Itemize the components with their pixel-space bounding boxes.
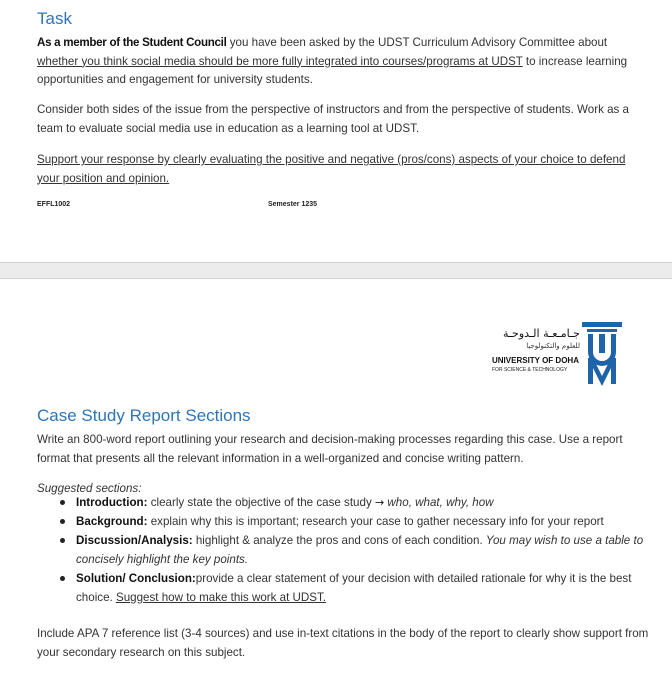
section-underlined: Suggest how to make this work at UDST. [115, 591, 327, 604]
course-code: EFFL1002 [37, 201, 71, 208]
logo-english-subtitle: FOR SCIENCE & TECHNOLOGY [492, 367, 568, 373]
task-question-text: whether you think social media should be more fully integrated into courses/programs at UDST [37, 54, 523, 68]
section-term: Solution/ Conclusion: [76, 572, 196, 585]
list-item [58, 512, 650, 531]
task-paragraph-1 [37, 34, 649, 90]
section-italic: who, what, why, how [384, 496, 494, 509]
logo-english-name: UNIVERSITY OF DOHA [492, 356, 579, 365]
task-heading: Task [37, 9, 72, 28]
section-text: provide a clear statement of your decision with detailed rationale for why it is the best choice. [76, 572, 632, 604]
closing-paragraph: Include APA 7 reference list (3-4 sources) and use in-text citations in the body of the report to clearly show support from your secondary research on this subject. [37, 627, 649, 659]
semester-label: Semester 1235 [268, 201, 318, 208]
section-text: explain why this is important; research your case to gather necessary info for your report [147, 515, 604, 528]
university-logo [492, 320, 632, 390]
sections-list [58, 493, 650, 607]
task-paragraph-2: Consider both sides of the issue from the perspective of instructors and from the perspective of students. Work as a team to evaluate social media use in education as a learning tool at UDST. [37, 103, 630, 135]
list-item [58, 569, 650, 607]
task-p1-text-b: to increase learning opportunities and engagement for university students. [37, 54, 628, 86]
section-italic: You may wish to use a table to concisely highlight the key points. [76, 534, 644, 566]
section-term: Introduction: [76, 496, 148, 509]
udst-emblem-icon [578, 320, 626, 386]
list-item [58, 493, 650, 512]
task-paragraph-3: Support your response by clearly evaluating the positive and negative (pros/cons) aspects of your choice to defend your position and opinion. [37, 153, 626, 185]
case-study-intro: Write an 800-word report outlining your research and decision-making processes regarding this case. Use a report format that presents all the relevant information in a well-organized and concise writing pattern. [37, 433, 623, 465]
list-item [58, 531, 650, 569]
logo-arabic-name: جـامـعـة الـدوحـة [502, 327, 580, 340]
task-p1-text-a: you have been asked by the UDST Curriculum Advisory Committee about [226, 36, 608, 49]
section-text: clearly state the objective of the case study [147, 496, 375, 509]
case-study-heading: Case Study Report Sections [37, 406, 251, 425]
document-page-1 [0, 0, 672, 263]
logo-arabic-subtitle: للعلوم والتكنولوجيا [526, 342, 580, 350]
section-text: highlight & analyze the pros and cons of each condition. [192, 534, 486, 547]
section-term: Background: [76, 515, 148, 528]
arrow-right-icon: → [374, 496, 385, 509]
task-role-text: As a member of the Student Council [37, 36, 227, 49]
section-term: Discussion/Analysis: [76, 534, 193, 547]
suggested-sections-label: Suggested sections: [37, 482, 142, 495]
